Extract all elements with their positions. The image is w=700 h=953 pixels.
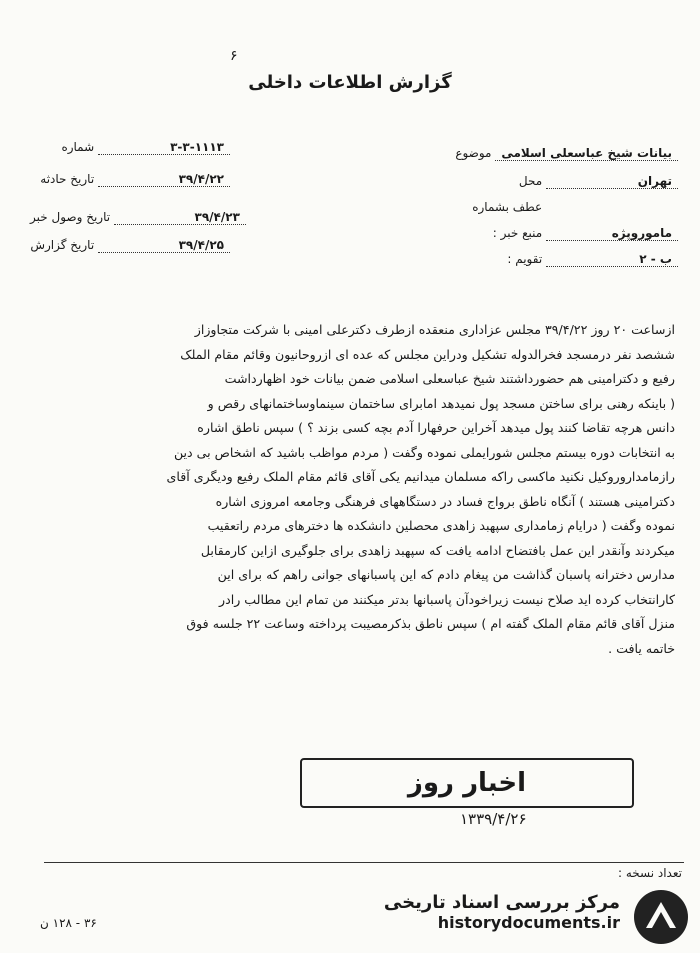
field-label: شماره bbox=[61, 140, 95, 154]
field-value: تهران bbox=[546, 174, 678, 189]
watermark-title: مرکز بررسی اسناد تاریخی bbox=[383, 892, 620, 913]
body-line: خاتمه یافت . bbox=[608, 640, 675, 656]
body-line: دکترامینی هستند ) آنگاه ناطق برواج فساد در دستگاههای فرهنگی وجامعه امروزی اشاره bbox=[215, 493, 675, 509]
stamp-date: ۱۳۳۹/۴/۲۶ bbox=[460, 810, 527, 828]
archive-logo-icon bbox=[632, 888, 690, 946]
field-value: ۳-۳-۱۱۱۳ bbox=[98, 140, 230, 155]
copies-count: تعداد نسخه : bbox=[617, 866, 682, 880]
field-incident-date bbox=[30, 172, 230, 187]
field-label: تاریخ گزارش bbox=[30, 238, 95, 252]
body-line: دانس هرچه تقاضا کنند پول میدهد آخراین حرفهارا آدم بچه کسی بزند ؟ ) سپس ناطق اشاره bbox=[197, 420, 675, 435]
body-line: مدارس دخترانه پاسبان گذاشت من پیغام دادم که این پاسبانهای جوانی راهم که برای این bbox=[217, 567, 675, 582]
field-label: تاریخ حادثه bbox=[40, 172, 95, 186]
body-line: ششصد نفر درمسجد فخرالدوله تشکیل ودراین مجلس که عده ای ازروحانیون وقائم مقام الملک bbox=[180, 346, 675, 362]
field-location bbox=[378, 174, 678, 189]
field-number bbox=[30, 140, 230, 155]
archive-code: ۳۶ - ۱۲۸ ن bbox=[40, 916, 97, 930]
field-source bbox=[378, 226, 678, 241]
body-line: ازساعت ۲۰ روز ۳۹/۴/۲۲ مجلس عزاداری منعقده ازطرف دکترعلی امینی با شرکت متجاوزاز bbox=[194, 322, 675, 337]
body-line: نموده وگفت ( درایام زمامداری سپهبد زاهدی محصلین دانشکده ها دخترهای مردم راتعقیب bbox=[207, 518, 675, 533]
field-rating bbox=[378, 252, 678, 267]
field-reference bbox=[378, 200, 678, 214]
field-label: موضوع bbox=[455, 146, 492, 160]
document-title: گزارش اطلاعات داخلی bbox=[248, 72, 452, 93]
field-subject bbox=[378, 146, 678, 161]
field-value: بیانات شیخ عباسعلی اسلامی bbox=[495, 146, 678, 161]
field-value: ماموروپژه bbox=[546, 226, 678, 241]
field-label: تقویم : bbox=[507, 252, 543, 266]
body-line: میکردند وآنقدر این عمل بافتضاح ادامه یافت که سپهبد زاهدی برای جلوگیری ازاین کارمقابل bbox=[200, 542, 675, 558]
body-line: کارانتخاب کرده اید صلاح نیست زیراخودآن پاسبانها بدتر میکنند من تمام این مطالب رادر bbox=[219, 591, 675, 607]
news-stamp: اخبار روز bbox=[300, 758, 634, 808]
top-mark: ۶ bbox=[230, 48, 238, 64]
field-value: ب - ۲ bbox=[546, 252, 678, 267]
body-line: رفیع و دکترامینی هم حضورداشتند شیخ عباسعلی اسلامی ضمن بیانات خود اظهارداشت bbox=[224, 371, 675, 386]
watermark bbox=[384, 892, 620, 932]
body-line: ( باینکه رهنی برای ساختن مسجد پول نمیدهد امابرای ساختمان سینماوساختمانهای رقص و bbox=[207, 395, 675, 411]
field-value: ۳۹/۴/۲۲ bbox=[98, 172, 230, 187]
field-label: منبع خبر : bbox=[492, 226, 543, 240]
field-report-date bbox=[30, 238, 230, 253]
body-line: منزل آقای قائم مقام الملک گفته ام ) سپس ناطق بذکرمصیبت پرداخته وساعت ۲۲ جلسه فوق bbox=[186, 616, 675, 631]
field-value: ۳۹/۴/۲۳ bbox=[114, 210, 246, 225]
field-received-date bbox=[30, 210, 240, 225]
field-label: تاریخ وصول خبر bbox=[30, 210, 111, 224]
watermark-url: historydocuments.ir bbox=[437, 913, 620, 932]
field-label: عطف بشماره bbox=[472, 200, 543, 214]
body-line: به انتخابات دوره بیستم مجلس شورایملی نموده وگفت ( مردم مواظب باشید که اشخاص بی دین bbox=[173, 444, 675, 460]
field-value: ۳۹/۴/۲۵ bbox=[98, 238, 230, 253]
field-label: محل bbox=[518, 174, 543, 188]
body-line: رازمامداروروکیل نکنید ماکسی راکه مسلمان میدانیم یکی آقای قائم مقام الملک رفیع ودیگری آقای bbox=[166, 469, 675, 484]
report-body bbox=[30, 318, 675, 661]
footer-divider bbox=[44, 862, 684, 863]
